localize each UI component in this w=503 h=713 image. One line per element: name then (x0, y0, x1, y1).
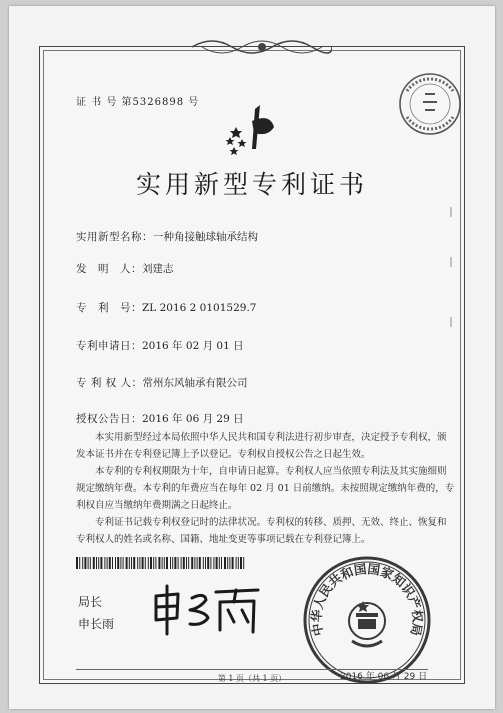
field-value: 2016 年 06 月 29 日 (142, 413, 244, 425)
field-value: 一种角接触球轴承结构 (153, 231, 258, 243)
field-value: ZL 2016 2 0101529.7 (142, 302, 257, 314)
body-paragraph-line: 专利权人的姓名或名称、国籍、地址变更等事项记载在专利登记簿上。 (76, 534, 371, 545)
body-paragraph-line: 本专利的专利权期限为十年，自申请日起算。专利权人应当依照专利法及其实施细则 (95, 466, 447, 477)
director-name: 申长雨 (78, 617, 115, 631)
body-paragraph-line: 规定缴纳年费。本专利的年费应当在每年 02 月 01 日前缴纳。未按照规定缴纳年费的，专 (76, 483, 455, 494)
handwritten-signature (150, 582, 265, 637)
signature-labels (78, 591, 114, 635)
field-inventor (76, 261, 174, 276)
certificate-frame (39, 46, 465, 684)
field-patentee (76, 375, 248, 390)
certificate-sheet (9, 6, 495, 709)
seal-ring-text: 中华人民共和国国家知识产权局 (308, 561, 426, 638)
barcode (76, 557, 246, 569)
field-label: 专 利 号： (76, 302, 142, 314)
field-value: 刘建志 (142, 263, 174, 275)
top-ornament-icon (192, 35, 332, 59)
cnipa-logo-icon (222, 99, 282, 159)
certificate-number: 证 书 号 第5326898 号 (76, 97, 200, 108)
field-label: 实用新型名称： (76, 231, 153, 243)
field-label: 授权公告日： (76, 413, 142, 425)
body-paragraph-line: 专利证书记载专利权登记时的法律状况。专利权的转移、质押、无效、终止、恢复和 (95, 517, 447, 528)
field-patent-number (76, 300, 256, 315)
field-grant-date (76, 411, 244, 426)
field-label: 专 利 权 人： (76, 377, 143, 389)
field-filing-date (76, 338, 244, 353)
official-seal (302, 555, 432, 685)
director-title: 局长 (78, 595, 103, 609)
field-label: 专利申请日： (76, 340, 142, 352)
small-stamp (397, 71, 463, 137)
body-paragraph-line: 本实用新型经过本局依照中华人民共和国专利法进行初步审查，决定授予专利权，颁 (95, 432, 447, 443)
edge-marks (446, 197, 456, 397)
page-footer: 第 1 页（共 1 页） (217, 674, 287, 683)
document-title: 实用新型专利证书 (135, 170, 368, 199)
field-value: 2016 年 02 月 01 日 (142, 340, 244, 352)
seal-date-overlay: 2016 年 06 月 29 日 (340, 672, 428, 682)
body-paragraph-line: 利权自应当缴纳年费期满之日起终止。 (76, 500, 238, 511)
certificate-body-text (76, 429, 464, 548)
footer-divider (76, 669, 428, 670)
body-paragraph-line: 发本证书并在专利登记簿上予以登记。专利权自授权公告之日起生效。 (76, 449, 371, 460)
field-label: 发 明 人： (76, 263, 142, 275)
field-utility-model-name (76, 229, 258, 244)
field-value: 常州东风轴承有限公司 (142, 377, 248, 389)
